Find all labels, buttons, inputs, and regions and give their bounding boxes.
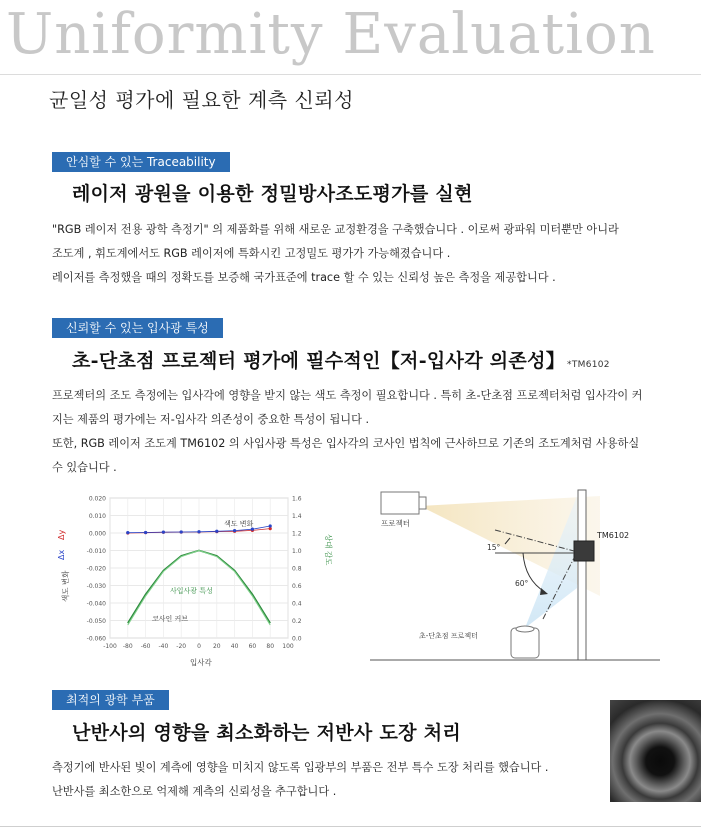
- measurement-diagram: [365, 488, 670, 663]
- y-left-tick-label: -0.020: [86, 565, 106, 573]
- paragraph-line: 측정기에 반사된 빛이 계측에 영향을 미치지 않도록 입광부의 부품은 전부 특수 도장 처리를 했습니다 .: [52, 761, 549, 774]
- section-badge-traceability: 안심할 수 있는 Traceability: [52, 152, 230, 172]
- x-tick-label: 60: [248, 643, 257, 650]
- page-subtitle: 균일성 평가에 필요한 계측 신뢰성: [49, 88, 354, 112]
- incidence-chart-svg: [52, 490, 342, 670]
- paragraph-line: "RGB 레이저 전용 광학 측정기" 의 제품화를 위해 새로운 교정환경을 구축했습니다 . 이로써 광파워 미터뿐만 아니라: [52, 223, 619, 236]
- y-left-tick-label: 0.020: [88, 495, 106, 503]
- section-title-angle: [72, 346, 610, 373]
- angle-60-label: 60°: [515, 579, 529, 588]
- y-right-tick-label: 1.4: [292, 513, 302, 520]
- tm6102-label: TM6102: [597, 531, 630, 540]
- series-point-1: [215, 530, 218, 533]
- y-right-tick-label: 1.2: [292, 530, 302, 538]
- paragraph-line: 프로젝터의 조도 측정에는 입사각에 영향을 받지 않는 색도 측정이 필요합니다 . 특히 초-단초점 프로젝터처럼 입사각이 커: [52, 389, 643, 402]
- y-right-tick-label: 0.8: [292, 565, 302, 573]
- x-tick-label: 80: [266, 643, 275, 650]
- series-point-1: [162, 531, 165, 534]
- section-title-laser: 레이저 광원을 이용한 정밀방사조도평가를 실현: [72, 183, 473, 205]
- stand-pole: [578, 490, 586, 660]
- page-hero-title: Uniformity Evaluation: [6, 2, 656, 67]
- x-tick-label: -40: [158, 643, 169, 650]
- series-point-1: [269, 524, 272, 527]
- annotation-cosine: 코사인 커브: [152, 615, 189, 623]
- footer-divider: [0, 826, 701, 827]
- x-tick-label: 20: [212, 643, 221, 650]
- incidence-chart: [52, 490, 342, 670]
- y-right-tick-label: 1.6: [292, 495, 302, 503]
- section-body-laser: [52, 218, 682, 290]
- chart-grid: [110, 498, 288, 638]
- annotation-chroma: 색도 변화: [224, 520, 254, 528]
- ust-lens-icon: [516, 626, 534, 632]
- x-axis-label: 입사각: [190, 658, 212, 667]
- y-right-tick-label: 0.6: [292, 583, 302, 590]
- paragraph-line: 조도계 , 휘도계에서도 RGB 레이저에 특화시킨 고정밀도 평가가 가능해졌습니다 .: [52, 247, 451, 260]
- angle-15-label: 15°: [487, 543, 501, 552]
- x-tick-label: -100: [103, 643, 117, 650]
- y-left-tick-label: -0.030: [86, 583, 106, 590]
- section-body-coating: [52, 756, 592, 804]
- header-divider: [0, 74, 701, 75]
- section-title-coating: 난반사의 영향을 최소화하는 저반사 도장 처리: [72, 722, 462, 744]
- projector-icon: [381, 492, 419, 514]
- section-badge-incidence: 신뢰할 수 있는 입사광 특성: [52, 318, 223, 338]
- series-point-1: [197, 530, 200, 533]
- model-note: *TM6102: [567, 360, 610, 370]
- series-point-1: [233, 529, 236, 532]
- paragraph-line: 수 있습니다 .: [52, 461, 117, 474]
- x-tick-label: 100: [282, 643, 294, 650]
- y-left-tick-label: 0.010: [88, 513, 106, 520]
- paragraph-line: 또한, RGB 레이저 조도계 TM6102 의 사입사광 특성은 입사각의 코사인 법칙에 근사하므로 기존의 조도계처럼 사용하실: [52, 437, 640, 450]
- x-tick-label: 0: [197, 643, 201, 650]
- x-tick-label: -60: [140, 643, 151, 650]
- section-badge-optics: 최적의 광학 부품: [52, 690, 169, 710]
- measurement-diagram-svg: [365, 488, 670, 663]
- y-left-tick-label: -0.040: [86, 600, 106, 608]
- y-right-tick-label: 1.0: [292, 548, 302, 555]
- y-right-tick-label: 0.0: [292, 635, 302, 643]
- left-axis-symbol-dy: Δy: [57, 529, 66, 540]
- y-left-tick-label: 0.000: [88, 530, 106, 538]
- section-body-angle: [52, 384, 682, 480]
- paragraph-line: 지는 제품의 평가에는 저-입사각 의존성이 중요한 특성이 됩니다 .: [52, 413, 370, 426]
- paragraph-line: 난반사를 최소한으로 억제해 계측의 신뢰성을 추구합니다 .: [52, 785, 337, 798]
- annotation-oblique: 사입사광 특성: [170, 587, 213, 595]
- projector-label: 프로젝터: [381, 519, 410, 528]
- series-point-1: [144, 531, 147, 534]
- y-left-tick-label: -0.050: [86, 618, 106, 625]
- x-tick-label: -80: [122, 643, 133, 650]
- y-left-tick-label: -0.060: [86, 635, 106, 643]
- right-axis-label: 상대 감도: [324, 534, 333, 566]
- paragraph-line: 레이저를 측정했을 때의 정확도를 보증해 국가표준에 trace 할 수 있는 신뢰성 높은 측정을 제공합니다 .: [52, 271, 556, 284]
- y-left-tick-label: -0.010: [86, 548, 106, 555]
- section-title-text: 초-단초점 프로젝터 평가에 필수적인【저-입사각 의존성】: [72, 350, 566, 372]
- left-axis-label: 색도 변화: [61, 570, 70, 602]
- y-right-tick-label: 0.2: [292, 618, 302, 625]
- series-point-1: [180, 530, 183, 533]
- series-point-1: [126, 531, 129, 534]
- x-tick-label: -20: [176, 643, 187, 650]
- ust-label: 초-단초점 프로젝터: [419, 632, 478, 640]
- sensor-aperture-photo: [610, 700, 701, 802]
- y-right-tick-label: 0.4: [292, 600, 302, 608]
- left-axis-symbol-dx: Δx: [57, 549, 66, 560]
- x-tick-label: 40: [230, 643, 239, 650]
- series-point-1: [251, 528, 254, 531]
- projector-lens-icon: [419, 497, 426, 509]
- tm6102-device-icon: [574, 541, 594, 561]
